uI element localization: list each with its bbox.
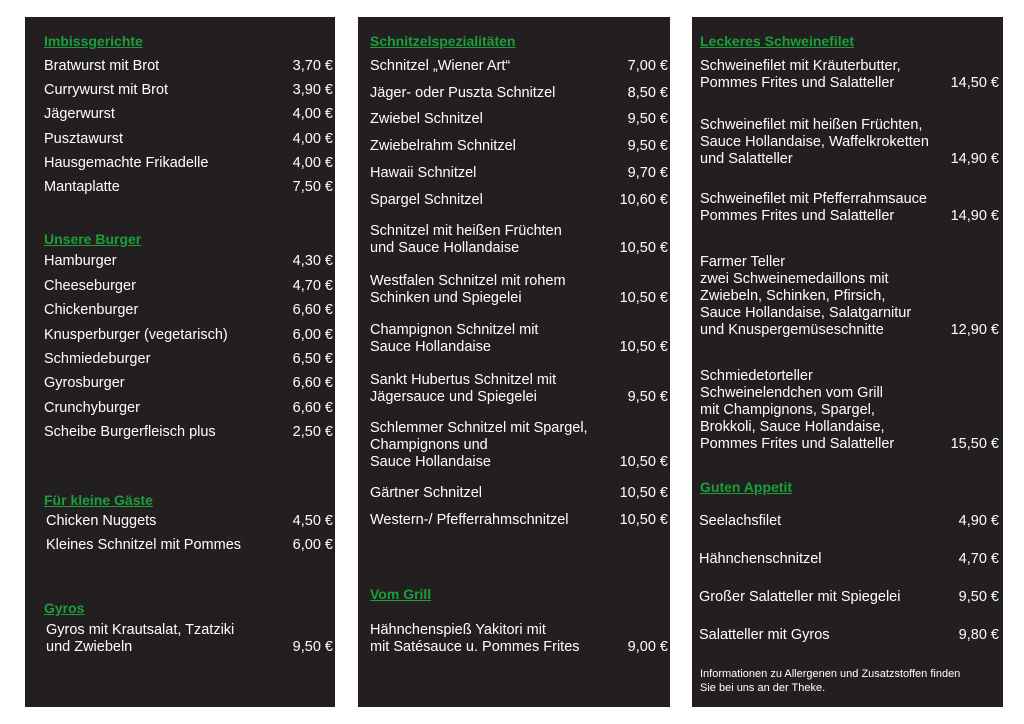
menu-item-price: 10,50 € [619,339,668,355]
section-heading: Guten Appetit [700,479,793,495]
menu-item [370,165,668,182]
menu-item [370,192,668,209]
menu-item-name: Gärtner Schnitzel [370,485,483,501]
menu-item-price: 14,90 € [950,151,999,167]
menu-item [44,82,333,99]
menu-item-name: Western-/ Pfefferrahmschnitzel [370,512,569,528]
section-heading: Imbissgerichte [44,33,143,49]
menu-item-price: 9,50 € [627,111,668,127]
menu-item-name: Hawaii Schnitzel [370,165,477,181]
menu-item-name: Hähnchenspieß Yakitori mit mit Satésauce u. Pommes Frites [370,622,580,655]
menu-item-name: Salatteller mit Gyros [699,627,830,643]
menu-item [370,111,668,128]
menu-item-price: 10,50 € [619,290,668,306]
menu-item-price: 9,80 € [958,627,999,643]
menu-item-name: Chickenburger [44,302,139,318]
menu-item [46,622,333,656]
menu-item [700,117,999,168]
menu-item [370,85,668,102]
menu-item [370,512,668,529]
menu-item-name: Jäger- oder Puszta Schnitzel [370,85,556,101]
section-heading: Leckeres Schweinefilet [700,33,855,49]
menu-item-name: Crunchyburger [44,400,140,416]
menu-item-price: 4,50 € [292,513,333,529]
menu-item-price: 6,00 € [292,327,333,343]
menu-item [44,179,333,196]
menu-item-price: 6,50 € [292,351,333,367]
menu-item-price: 4,00 € [292,155,333,171]
menu-item-name: Kleines Schnitzel mit Pommes [46,537,242,553]
menu-item-price: 4,30 € [292,253,333,269]
menu-item-price: 4,70 € [292,278,333,294]
menu-item [370,420,668,471]
menu-item-name: Großer Salatteller mit Spiegelei [699,589,901,605]
menu-item [370,372,668,406]
menu-item [44,278,333,295]
menu-item [370,485,668,502]
menu-item-name: Schweinefilet mit Pfefferrahmsauce Pommes Frites und Salatteller [700,191,928,224]
menu-item-price: 9,50 € [958,589,999,605]
menu-item-name: Champignon Schnitzel mit Sauce Hollandaise [370,322,539,355]
menu-item-name: Knusperburger (vegetarisch) [44,327,228,343]
menu-item [44,327,333,344]
menu-item [700,254,999,339]
menu-item-name: Gyrosburger [44,375,125,391]
menu-item-name: Schweinefilet mit heißen Früchten, Sauce Hollandaise, Waffelkroketten und Salatteller [700,117,929,167]
menu-item [370,223,668,257]
allergen-note: Informationen zu Allergenen und Zusatzstoffen finden Sie bei uns an der Theke. [700,668,961,694]
menu-item-price: 6,60 € [292,302,333,318]
menu-item [700,368,999,453]
menu-item-price: 4,90 € [958,513,999,529]
menu-item [700,58,999,92]
menu-item-name: Hausgemachte Frikadelle [44,155,209,171]
menu-item-price: 2,50 € [292,424,333,440]
section-heading: Gyros [44,600,85,616]
menu-item [44,155,333,172]
menu-item-price: 14,50 € [950,75,999,91]
menu-item-name: Cheeseburger [44,278,136,294]
section-heading: Schnitzelspezialitäten [370,33,516,49]
menu-item-price: 9,70 € [627,165,668,181]
menu-item-price: 6,00 € [292,537,333,553]
menu-item [370,322,668,356]
menu-item-name: Hähnchenschnitzel [699,551,822,567]
section-heading: Für kleine Gäste [44,492,153,508]
menu-column-1 [25,17,335,707]
menu-item [370,273,668,307]
section-heading: Unsere Burger [44,231,142,247]
menu-item [370,58,668,75]
menu-item-name: Scheibe Burgerfleisch plus [44,424,216,440]
menu-item-name: Sankt Hubertus Schnitzel mit Jägersauce und Spiegelei [370,372,557,405]
menu-item-price: 7,00 € [627,58,668,74]
menu-item [46,513,333,530]
menu-item-price: 9,00 € [627,639,668,655]
menu-item-price: 3,90 € [292,82,333,98]
menu-item [700,191,999,225]
menu-item [44,375,333,392]
menu-item-name: Spargel Schnitzel [370,192,483,208]
menu-item-price: 6,60 € [292,400,333,416]
menu-item-name: Schweinefilet mit Kräuterbutter, Pommes Frites und Salatteller [700,58,901,91]
menu-item [44,351,333,368]
menu-item-price: 9,50 € [292,639,333,655]
menu-item-price: 8,50 € [627,85,668,101]
menu-item-name: Pusztawurst [44,131,123,147]
menu-item [44,58,333,75]
menu-item-price: 7,50 € [292,179,333,195]
menu-item-price: 4,00 € [292,131,333,147]
menu-item-price: 14,90 € [950,208,999,224]
section-heading: Vom Grill [370,586,432,602]
menu-item-name: Schnitzel „Wiener Art“ [370,58,511,74]
menu-item [46,537,333,554]
menu-item [44,253,333,270]
menu-item [44,106,333,123]
menu-item-name: Farmer Teller zwei Schweinemedaillons mit Zwiebeln, Schinken, Pfirsich, Sauce Hollandaise, Salatgarnitur und Knuspergemüseschnitte [700,254,912,338]
menu-item [44,424,333,441]
menu-item-name: Schnitzel mit heißen Früchten und Sauce Hollandaise [370,223,562,256]
menu-item-price: 10,50 € [619,512,668,528]
menu-item-name: Jägerwurst [44,106,115,122]
menu-item [44,400,333,417]
menu-item [699,513,999,530]
menu-item-price: 9,50 € [627,389,668,405]
menu-item-name: Zwiebel Schnitzel [370,111,483,127]
menu-item [699,551,999,568]
menu-item-price: 10,60 € [619,192,668,208]
menu-item-name: Schlemmer Schnitzel mit Spargel, Champignons und Sauce Hollandaise [370,420,588,470]
menu-item-name: Westfalen Schnitzel mit rohem Schinken und Spiegelei [370,273,566,306]
menu-item-name: Schmiedetorteller Schweinelendchen vom Grill mit Champignons, Spargel, Brokkoli, Sauce Hollandaise, Pommes Frites und Salatteller [700,368,895,452]
menu-item-name: Mantaplatte [44,179,120,195]
menu-item-price: 3,70 € [292,58,333,74]
menu-item-price: 4,70 € [958,551,999,567]
menu-item-name: Schmiedeburger [44,351,151,367]
menu-item-price: 10,50 € [619,240,668,256]
menu-item [370,138,668,155]
menu-column-2 [358,17,670,707]
menu-item-name: Seelachsfilet [699,513,782,529]
menu-item [44,131,333,148]
menu-item-price: 10,50 € [619,485,668,501]
menu-item-price: 10,50 € [619,454,668,470]
menu-column-3 [692,17,1003,707]
menu-item [44,302,333,319]
menu-item-price: 6,60 € [292,375,333,391]
menu-item-price: 15,50 € [950,436,999,452]
menu-item-name: Currywurst mit Brot [44,82,169,98]
menu-item-name: Hamburger [44,253,117,269]
menu-item-price: 9,50 € [627,138,668,154]
menu-item [370,622,668,656]
menu-item-name: Bratwurst mit Brot [44,58,160,74]
menu-item-price: 12,90 € [950,322,999,338]
menu-item [699,627,999,644]
menu-item [699,589,999,606]
menu-item-name: Zwiebelrahm Schnitzel [370,138,516,154]
menu-item-name: Chicken Nuggets [46,513,157,529]
menu-item-price: 4,00 € [292,106,333,122]
menu-item-name: Gyros mit Krautsalat, Tzatziki und Zwiebeln [46,622,235,655]
